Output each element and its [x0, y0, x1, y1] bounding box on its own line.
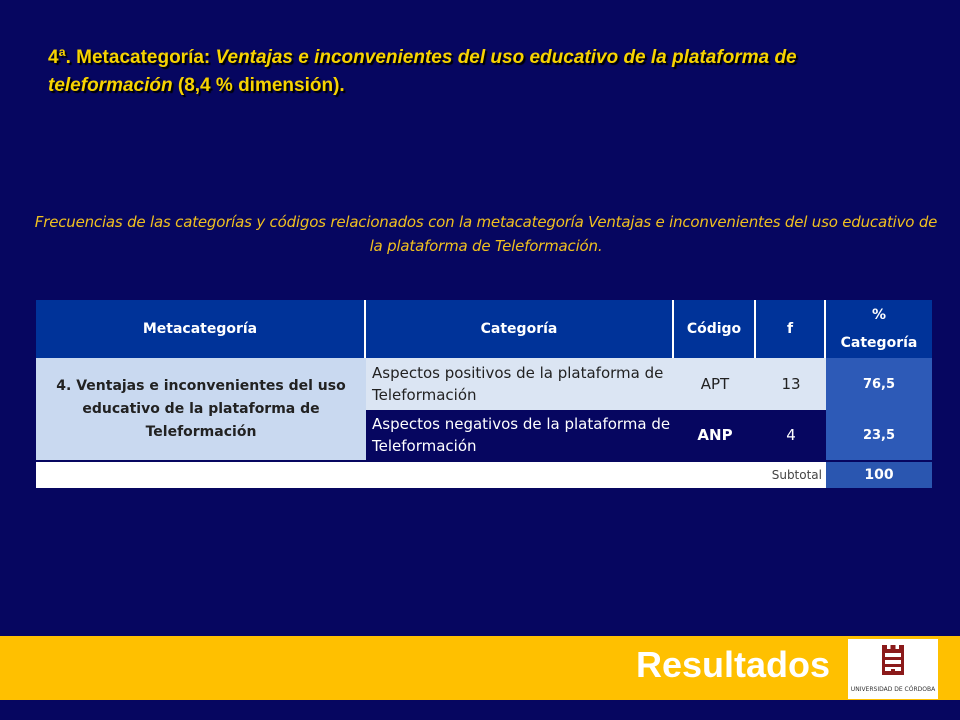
footer-bar — [0, 636, 960, 700]
header-codigo: Código — [674, 300, 756, 358]
university-crest-icon — [848, 639, 938, 687]
slide-title — [48, 44, 908, 100]
row1-f: 13 — [756, 358, 826, 410]
title-italic: Ventajas e inconvenientes del uso educativo de la plataforma de teleformación — [48, 47, 797, 96]
row1-pct: 76,5 — [826, 358, 932, 410]
row2-code: ANP — [674, 410, 756, 460]
row2-f: 4 — [756, 410, 826, 460]
header-f: f — [756, 300, 826, 358]
title-value: 8,4 % dimensión — [184, 75, 334, 96]
logo-text: UNIVERSIDAD DE CÓRDOBA — [850, 686, 936, 693]
subtotal-label: Subtotal — [36, 462, 826, 488]
title-suffix1: ( — [172, 75, 185, 96]
row1-category: Aspectos positivos de la plataforma de Teleformación — [366, 358, 674, 410]
header-categoria: Categoría — [366, 300, 674, 358]
subtotal-value: 100 — [826, 462, 932, 488]
header-metacategoria: Metacategoría — [36, 300, 366, 358]
header-pct-categoria: % Categoría — [826, 300, 932, 358]
metacategory-cell: 4. Ventajas e inconvenientes del uso educativo de la plataforma de Teleformación — [36, 358, 366, 460]
title-prefix: 4ª. Metacategoría: — [48, 47, 216, 68]
table-caption: Frecuencias de las categorías y códigos relacionados con la metacategoría Ventajas e inconvenientes del uso educativo de la plataforma de Teleformación. — [34, 213, 938, 255]
row1-code: APT — [674, 358, 756, 410]
section-label: Resultados — [635, 644, 830, 685]
row2-pct: 23,5 — [826, 410, 932, 460]
title-suffix2: ). — [333, 75, 345, 96]
row2-category: Aspectos negativos de la plataforma de Teleformación — [366, 410, 674, 460]
university-logo — [848, 639, 938, 699]
